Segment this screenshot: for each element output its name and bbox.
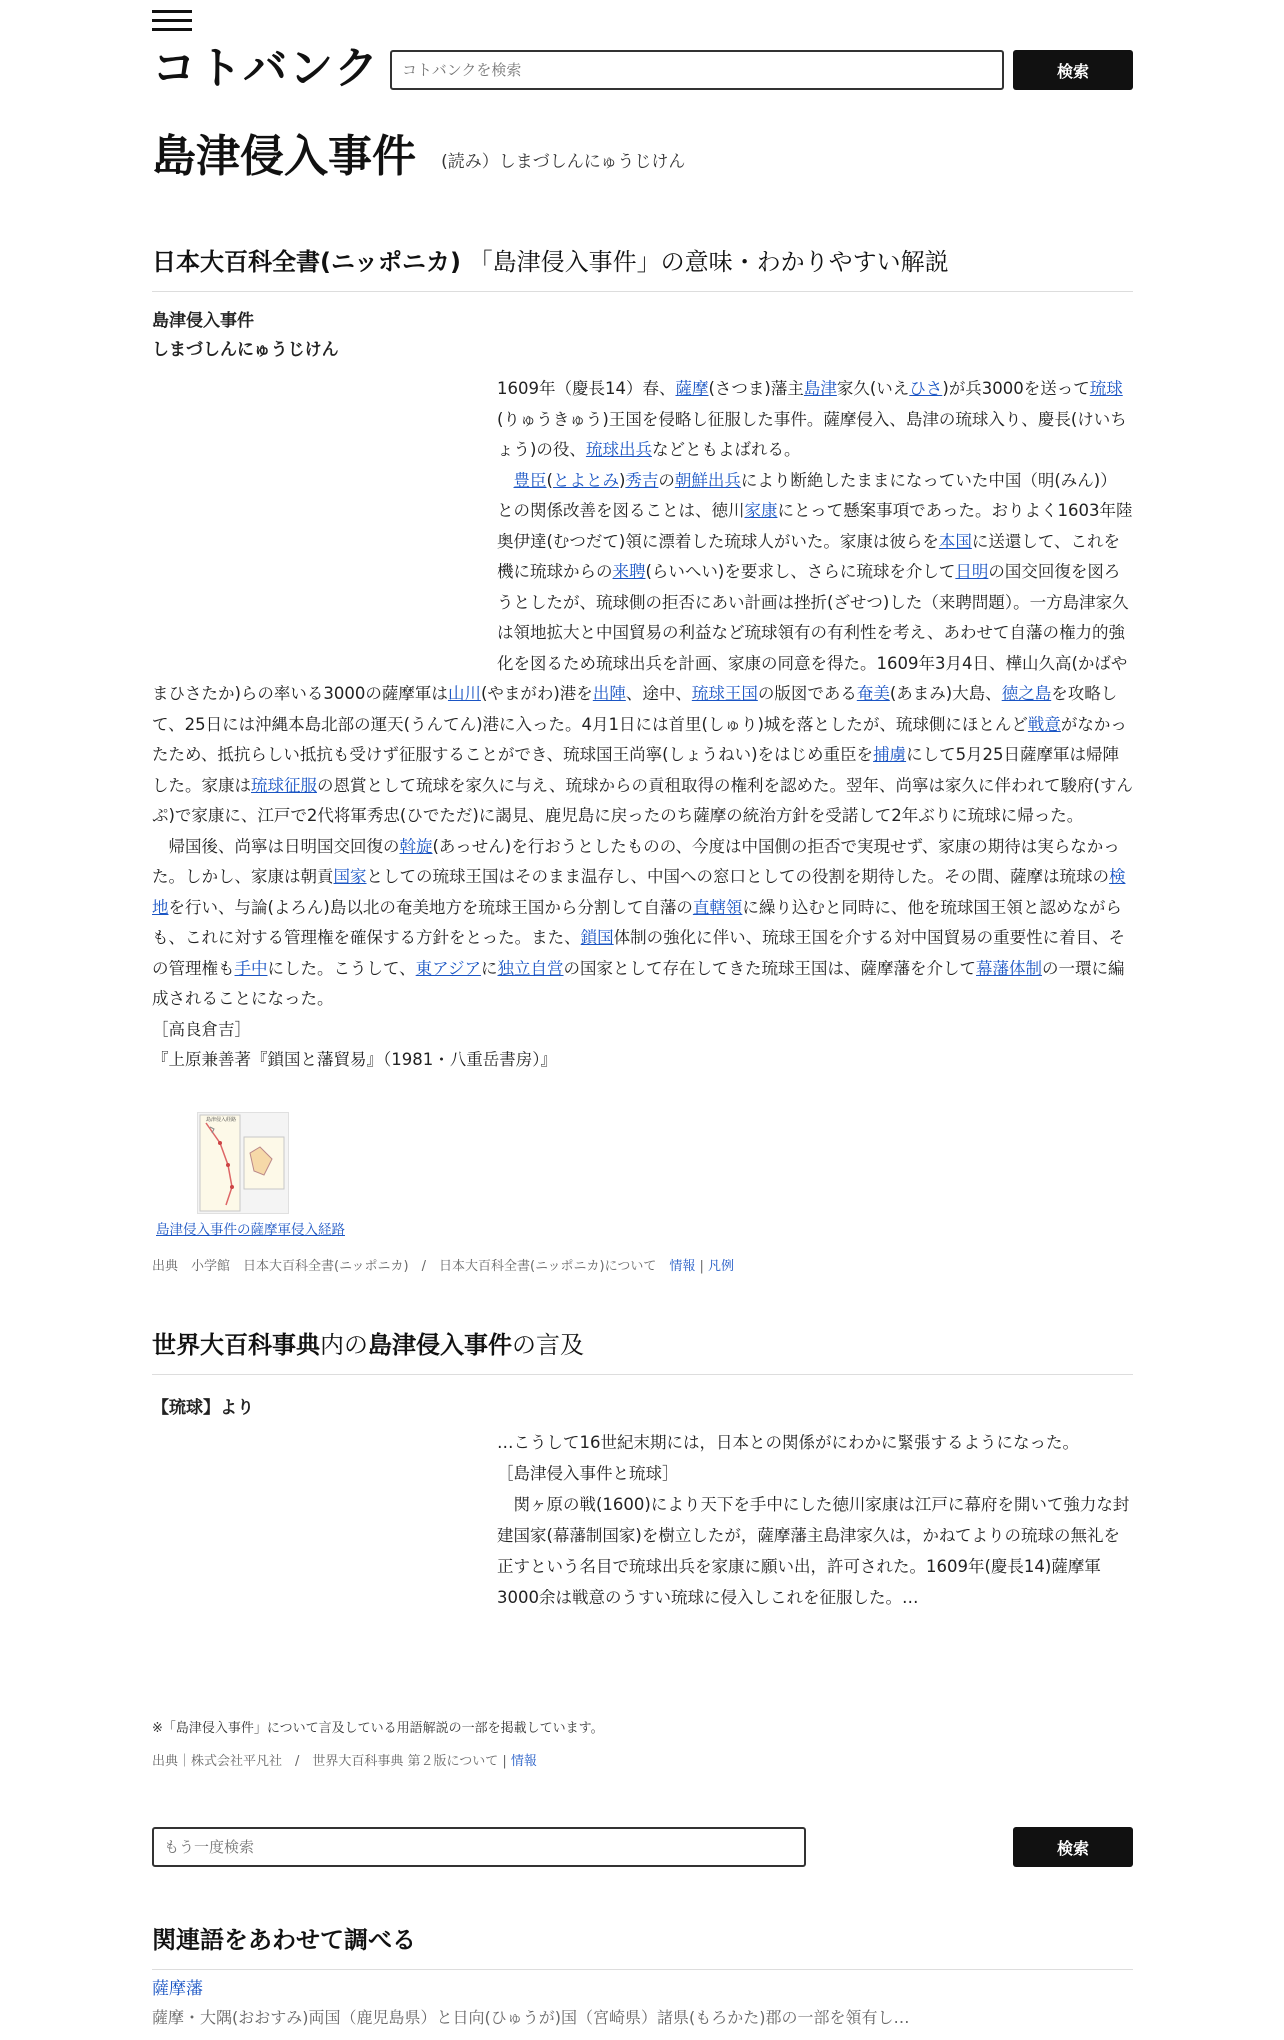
term-headword bbox=[152, 307, 339, 365]
link-dokuritsu-jiei[interactable]: 独立自営 bbox=[497, 958, 564, 978]
link-ryukyu-okoku[interactable]: 琉球王国 bbox=[691, 684, 758, 703]
link-sen-i[interactable]: 戦意 bbox=[1027, 714, 1061, 734]
article-reference: 『上原兼善著『鎖国と藩貿易』（1981・八重岳書房）』 bbox=[152, 1050, 557, 1069]
heibonsha-excerpt: …こうして16世紀末期には，日本との関係がにわかに緊張するようになった。 ［島津侵入事件と琉球］ 関ヶ原の戦(1600)により天下を手中にした徳川家康は江戸に幕府を開いて強力な封建国家(幕藩制国家)を樹立したが，薩摩藩主島津家久は，かねてよりの琉球の無礼を正すという名目で琉球出兵を家康に願い出，許可された。1609年(慶長14)薩摩軍3000余は戦意のうすい琉球に侵入しこれを征服した。… bbox=[497, 1433, 1130, 1607]
search-again-bar bbox=[152, 1827, 1133, 1867]
entry-header bbox=[152, 120, 685, 184]
link-chokkatsuryo[interactable]: 直轄領 bbox=[692, 897, 743, 917]
map-thumbnail-icon bbox=[198, 1113, 288, 1213]
link-shutsujin[interactable]: 出陣 bbox=[592, 684, 626, 703]
link-hisa[interactable]: ひさ bbox=[909, 379, 943, 398]
search-bar bbox=[390, 50, 1133, 90]
heibonsha-section bbox=[152, 1325, 1133, 1375]
heibonsha-source: 出典｜株式会社平凡社 / 世界大百科事典 第２版について | 情報 bbox=[152, 1754, 537, 1769]
term-name: 島津侵入事件 bbox=[152, 311, 254, 331]
related-term-desc: 薩摩・大隅(おおすみ)両国（鹿児島県）と日向(ひゅうが)国（宮崎県）諸県(もろかた)郡の一部を領有し… bbox=[152, 2008, 910, 2027]
link-yamagawa[interactable]: 山川 bbox=[447, 684, 481, 703]
search-button[interactable]: 検索 bbox=[1013, 50, 1133, 90]
link-nichimin[interactable]: 日明 bbox=[955, 562, 989, 581]
nipponica-source: 出典 小学館 日本大百科全書(ニッポニカ) / 日本大百科全書(ニッポニカ)について 情報 | 凡例 bbox=[152, 1259, 735, 1274]
link-ryukyu[interactable]: 琉球 bbox=[1089, 379, 1123, 398]
mention-note: ※「島津侵入事件」について言及している用語解説の一部を掲載しています。 bbox=[152, 1721, 604, 1736]
related-term-link[interactable]: 薩摩藩 bbox=[152, 1979, 203, 1999]
link-ryukyu-shuppei[interactable]: 琉球出兵 bbox=[585, 440, 652, 459]
link-hongoku[interactable]: 本国 bbox=[938, 531, 972, 551]
link-toyotomi[interactable]: 豊臣 bbox=[513, 470, 547, 490]
link-assen[interactable]: 斡旋 bbox=[399, 836, 433, 856]
link-satsuma[interactable]: 薩摩 bbox=[675, 379, 709, 398]
nipponica-heading: 日本大百科全書(ニッポニカ) 「島津侵入事件」の意味・わかりやすい解説 bbox=[152, 242, 1133, 292]
link-raihei[interactable]: 来聘 bbox=[612, 562, 646, 581]
link-amami[interactable]: 奄美 bbox=[856, 684, 890, 703]
link-sakoku[interactable]: 鎖国 bbox=[580, 928, 614, 947]
link-shuchu[interactable]: 手中 bbox=[234, 958, 268, 978]
link-shimazu[interactable]: 島津 bbox=[803, 379, 837, 398]
search-again-button[interactable]: 検索 bbox=[1013, 1827, 1133, 1867]
page-title: 島津侵入事件 bbox=[152, 131, 416, 182]
link-ryukyu-seifuku[interactable]: 琉球征服 bbox=[251, 775, 317, 795]
link-ieyasu[interactable]: 家康 bbox=[744, 501, 778, 520]
link-chosen-shuppei[interactable]: 朝鮮出兵 bbox=[674, 470, 741, 490]
article-author: ［高良倉吉］ bbox=[152, 1019, 251, 1039]
link-higashi-asia[interactable]: 東アジア bbox=[415, 958, 482, 978]
search-again-input[interactable] bbox=[152, 1827, 806, 1867]
nipponica-section bbox=[152, 242, 1133, 292]
link-hideyoshi[interactable]: 秀吉 bbox=[625, 470, 659, 490]
link-kenchi[interactable]: 検地 bbox=[152, 867, 1126, 917]
link-bakuhan-taisei[interactable]: 幕藩体制 bbox=[976, 958, 1043, 978]
related-section bbox=[152, 1920, 1133, 1970]
link-tokunoshima[interactable]: 徳之島 bbox=[1001, 684, 1052, 703]
link-kokka[interactable]: 国家 bbox=[333, 867, 367, 886]
related-heading: 関連語をあわせて調べる bbox=[152, 1920, 1133, 1970]
page-reading: (読み）しまづしんにゅうじけん bbox=[441, 152, 686, 172]
route-map-caption[interactable]: 島津侵入事件の薩摩軍侵入経路 bbox=[156, 1222, 345, 1238]
route-map-image[interactable] bbox=[197, 1112, 289, 1214]
term-reading: しまづしんにゅうじけん bbox=[152, 340, 339, 360]
link-toyotomi-reading[interactable]: とよとみ bbox=[552, 470, 619, 490]
site-logo[interactable]: コトバンク bbox=[152, 43, 381, 94]
search-input[interactable] bbox=[390, 50, 1004, 90]
heibonsha-heading: 世界大百科事典内の島津侵入事件の言及 bbox=[152, 1325, 1133, 1375]
info-link-2[interactable]: 情報 bbox=[510, 1754, 537, 1769]
svg-text:島津侵入経路: 島津侵入経路 bbox=[206, 1117, 237, 1123]
menu-icon[interactable] bbox=[152, 10, 192, 32]
info-link[interactable]: 情報 bbox=[669, 1259, 696, 1274]
article-body: 1609年（慶長14）春、薩摩(さつま)藩主島津家久(いえひさ)が兵3000を送って琉球(りゅうきゅう)王国を侵略し征服した事件。薩摩侵入、島津の琉球入り、慶長(けいちょう)の役、琉球出兵などともよばれる。 豊臣(とよとみ)秀吉の朝鮮出兵により断絶したままになっていた中国（明(みん)）との関係改善を図ることは、徳川家康にとって懸案事項であった。おりよく1603年陸奥伊達(むつだて)領に漂着した琉球人がいた。家康は彼らを本国に送還して、これを機に琉球からの来聘(らいへい)を要求し、さらに琉球を介して日明の国交回復を図ろうとしたが、琉球側の拒否にあい計画は挫折(ざせつ)した（来聘問題）。一方島津家久は領地拡大と中国貿易の利益など琉球領有の有利性を考え、あわせて自藩の権力的強化を図るため琉球出兵を計画、家康の同意を得た。1609年3月4日、樺山久高(かばやまひさたか)らの率いる3000の薩摩軍は山川(やまがわ)港を出陣、途中、琉球王国の版図である奄美(あまみ)大島、徳之島を攻略して、25日には沖縄本島北部の運天(うんてん)港に入った。4月1日には首里(しゅり)城を落としたが、琉球側にほとんど戦意がなかったため、抵抗らしい抵抗も受けず征服することができ、琉球国王尚寧(しょうねい)をはじめ重臣を捕虜にして5月25日薩摩軍は帰陣した。家康は琉球征服の恩賞として琉球を家久に与え、琉球からの貢租取得の権利を認めた。翌年、尚寧は家久に伴われて駿府(すんぷ)で家康に、江戸で2代将軍秀忠(ひでただ)に謁見、鹿児島に戻ったのち薩摩の統治方針を受諾して2年ぶりに琉球に帰った。 帰国後、尚寧は日明国交回復の斡旋(あっせん)を行おうとしたものの、今度は中国側の拒否で実現せず、家康の期待は実らなかった。しかし、家康は朝貢国家としての琉球王国はそのまま温存し、中国への窓口としての役割を期待した。その間、薩摩は琉球の検地を行い、与論(よろん)島以北の奄美地方を琉球王国から分割して自藩の直轄領に繰り込むと同時に、他を琉球国王領と認めながらも、これに対する管理権を確保する方針をとった。また、鎖国体制の強化に伴い、琉球王国を介する対中国貿易の重要性に着目、その管理権も手中にした。こうして、東アジアに独立自営の国家として存在してきた琉球王国は、薩摩藩を介して幕藩体制の一環に編成されることになった。 ［高良倉吉］ 『上原兼善著『鎖国と藩貿易』（1981・八重岳書房）』 bbox=[152, 374, 1133, 1076]
link-horyo[interactable]: 捕虜 bbox=[873, 745, 907, 764]
from-label: 【琉球】より bbox=[152, 1398, 254, 1418]
legend-link[interactable]: 凡例 bbox=[708, 1259, 735, 1274]
